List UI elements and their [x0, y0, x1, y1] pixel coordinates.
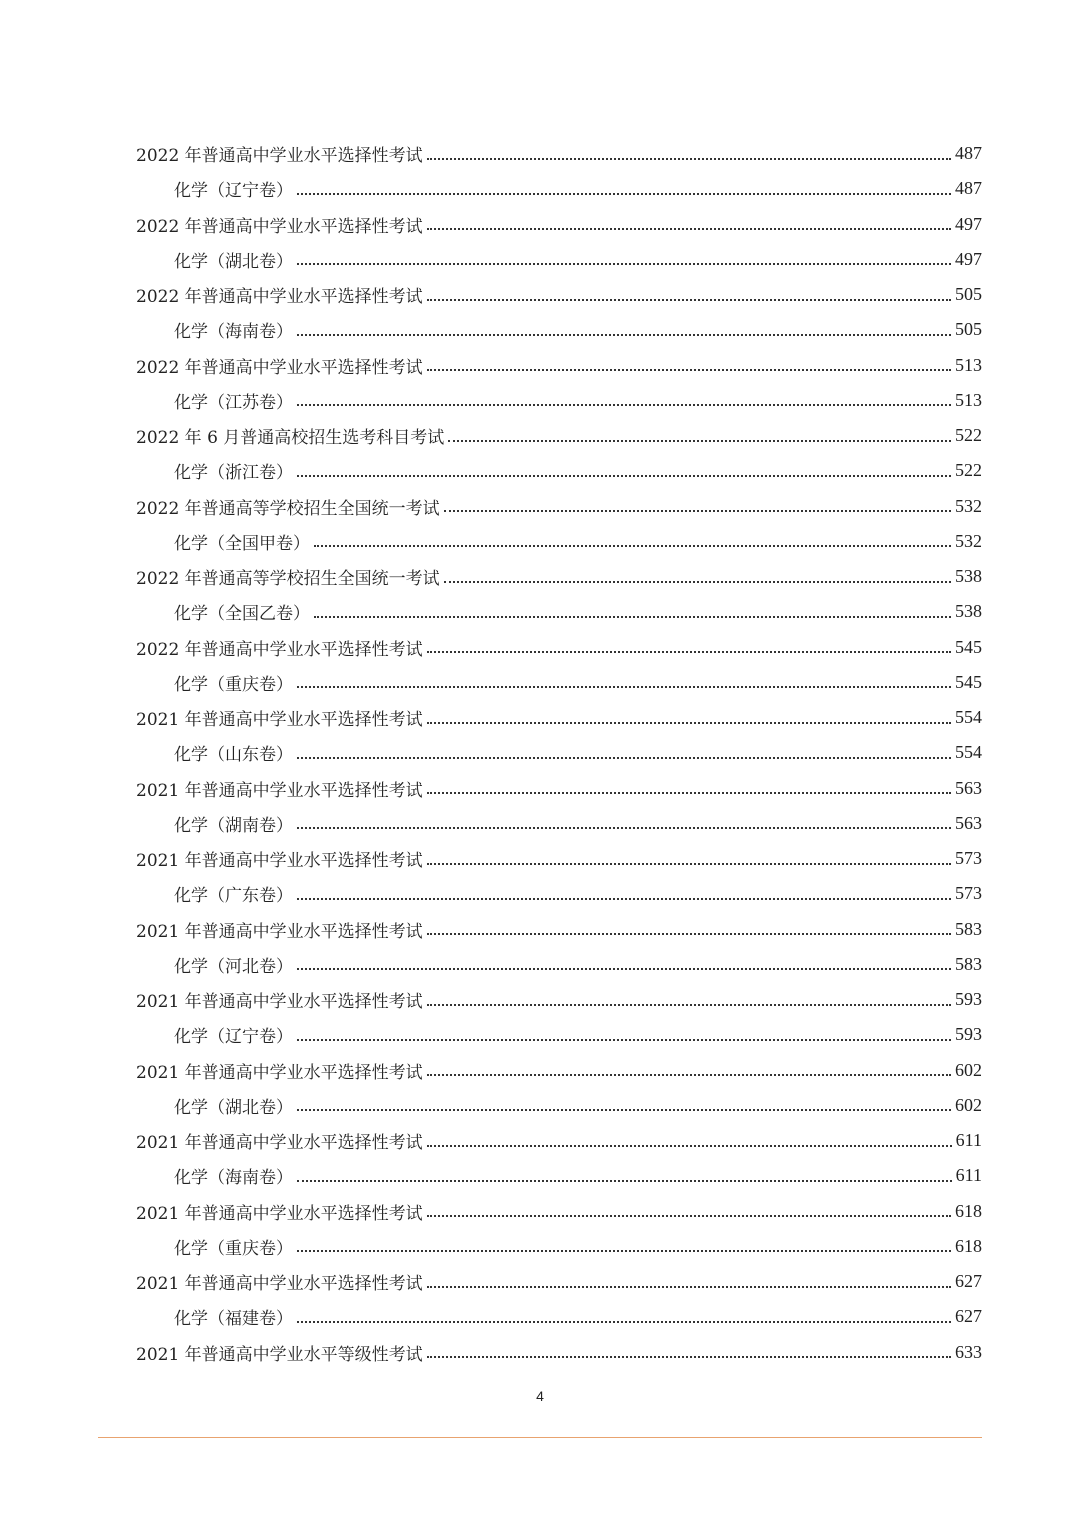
toc-dot-leader: [427, 1215, 951, 1217]
toc-entry-page: 573: [955, 883, 982, 904]
toc-dot-leader: [314, 616, 951, 618]
toc-row: [0, 171, 1080, 206]
toc-dot-leader: [297, 1321, 951, 1323]
toc-entry-title: 化学（全国甲卷）: [174, 533, 310, 554]
toc-entry-page: 545: [955, 636, 982, 657]
toc-row: [0, 1299, 1080, 1334]
toc-dot-leader: [297, 1180, 952, 1182]
toc-entry-title: 化学（河北卷）: [174, 956, 293, 977]
toc-entry[interactable]: [136, 841, 982, 876]
toc-entry-page: 554: [955, 707, 982, 728]
toc-subentry[interactable]: [174, 806, 982, 841]
toc-row: [0, 1053, 1080, 1088]
toc-entry[interactable]: [136, 1053, 982, 1088]
toc-entry[interactable]: [136, 136, 982, 171]
toc-dot-leader: [297, 1250, 951, 1252]
toc-row: [0, 524, 1080, 559]
toc-entry-title: 2021 年普通高中学业水平选择性考试: [136, 921, 423, 942]
toc-dot-leader: [427, 651, 951, 653]
toc-entry-title: 2022 年 6 月普通高校招生选考科目考试: [136, 428, 445, 449]
toc-row: [0, 982, 1080, 1017]
toc-subentry[interactable]: [174, 312, 982, 347]
toc-entry-title: 2022 年普通高中学业水平选择性考试: [136, 639, 423, 660]
toc-entry-title: 化学（重庆卷）: [174, 1238, 293, 1259]
toc-entry-page: 538: [955, 566, 982, 587]
toc-entry-page: 611: [955, 1130, 982, 1151]
toc-entry-title: 化学（全国乙卷）: [174, 604, 310, 625]
toc-row: [0, 242, 1080, 277]
toc-row: [0, 489, 1080, 524]
toc-subentry[interactable]: [174, 1017, 982, 1052]
toc-entry-title: 化学（湖北卷）: [174, 251, 293, 272]
toc-dot-leader: [427, 1356, 951, 1358]
toc-entry-page: 593: [955, 1024, 982, 1045]
toc-entry-page: 487: [955, 143, 982, 164]
toc-dot-leader: [297, 404, 951, 406]
toc-row: [0, 1194, 1080, 1229]
toc-row: [0, 771, 1080, 806]
toc-subentry[interactable]: [174, 1299, 982, 1334]
toc-subentry[interactable]: [174, 876, 982, 911]
toc-entry[interactable]: [136, 912, 982, 947]
toc-dot-leader: [427, 1145, 952, 1147]
toc-row: [0, 841, 1080, 876]
toc-entry[interactable]: [136, 700, 982, 735]
toc-dot-leader: [297, 968, 951, 970]
toc-entry-page: 602: [955, 1094, 982, 1115]
toc-dot-leader: [427, 1074, 951, 1076]
toc-entry-page: 532: [955, 530, 982, 551]
toc-entry-page: 554: [955, 742, 982, 763]
toc-row: [0, 912, 1080, 947]
toc-dot-leader: [427, 158, 951, 160]
toc-row: [0, 136, 1080, 171]
toc-dot-leader: [427, 369, 951, 371]
toc-entry[interactable]: [136, 559, 982, 594]
toc-entry-title: 2022 年普通高等学校招生全国统一考试: [136, 498, 440, 519]
toc-entry-title: 化学（江苏卷）: [174, 392, 293, 413]
toc-entry-page: 513: [955, 354, 982, 375]
toc-entry[interactable]: [136, 1335, 982, 1370]
toc-dot-leader: [448, 440, 951, 442]
toc-row: [0, 876, 1080, 911]
toc-entry-page: 538: [955, 601, 982, 622]
toc-entry-title: 2022 年普通高等学校招生全国统一考试: [136, 569, 440, 590]
toc-entry-page: 563: [955, 777, 982, 798]
toc-row: [0, 418, 1080, 453]
toc-row: [0, 348, 1080, 383]
toc-entry-page: 522: [955, 460, 982, 481]
toc-row: [0, 1229, 1080, 1264]
toc-entry-title: 化学（浙江卷）: [174, 463, 293, 484]
toc-entry[interactable]: [136, 1194, 982, 1229]
toc-entry-title: 2021 年普通高中学业水平选择性考试: [136, 851, 423, 872]
toc-entry-title: 化学（山东卷）: [174, 745, 293, 766]
toc-entry-page: 497: [955, 248, 982, 269]
toc-entry[interactable]: [136, 489, 982, 524]
toc-entry-title: 化学（海南卷）: [174, 1168, 293, 1189]
toc-row: [0, 277, 1080, 312]
toc-entry-page: 545: [955, 671, 982, 692]
toc-row: [0, 453, 1080, 488]
toc-row: [0, 559, 1080, 594]
toc-subentry[interactable]: [174, 665, 982, 700]
toc-entry-page: 505: [955, 284, 982, 305]
toc-entry[interactable]: [136, 1264, 982, 1299]
toc-dot-leader: [444, 581, 951, 583]
toc-entry-page: 505: [955, 319, 982, 340]
toc-entry-page: 611: [955, 1165, 982, 1186]
toc-dot-leader: [427, 299, 951, 301]
toc-row: [0, 1017, 1080, 1052]
toc-row: [0, 1158, 1080, 1193]
toc-entry-title: 化学（湖南卷）: [174, 815, 293, 836]
toc-entry-title: 2021 年普通高中学业水平选择性考试: [136, 1274, 423, 1295]
toc-subentry[interactable]: [174, 383, 982, 418]
toc-entry-title: 2021 年普通高中学业水平选择性考试: [136, 780, 423, 801]
toc-dot-leader: [427, 1286, 951, 1288]
toc-entry-page: 563: [955, 812, 982, 833]
toc-entry-title: 化学（辽宁卷）: [174, 1027, 293, 1048]
toc-entry-page: 583: [955, 953, 982, 974]
toc-entry-page: 602: [955, 1059, 982, 1080]
toc-subentry[interactable]: [174, 1229, 982, 1264]
toc-dot-leader: [444, 510, 951, 512]
toc-dot-leader: [297, 263, 951, 265]
toc-entry-title: 化学（福建卷）: [174, 1309, 293, 1330]
toc-row: [0, 207, 1080, 242]
toc-row: [0, 1088, 1080, 1123]
toc-subentry[interactable]: [174, 1158, 982, 1193]
toc-entry-page: 593: [955, 989, 982, 1010]
toc-entry-title: 化学（湖北卷）: [174, 1097, 293, 1118]
toc-row: [0, 630, 1080, 665]
toc-entry[interactable]: [136, 1123, 982, 1158]
toc-dot-leader: [297, 1039, 951, 1041]
toc-subentry[interactable]: [174, 594, 982, 629]
toc-dot-leader: [297, 827, 951, 829]
toc-dot-leader: [314, 545, 951, 547]
toc-entry-page: 618: [955, 1235, 982, 1256]
toc-dot-leader: [297, 757, 951, 759]
toc-entry[interactable]: [136, 630, 982, 665]
toc-subentry[interactable]: [174, 947, 982, 982]
toc-entry-page: 618: [955, 1200, 982, 1221]
toc-entry-title: 2021 年普通高中学业水平选择性考试: [136, 992, 423, 1013]
toc-entry-title: 2022 年普通高中学业水平选择性考试: [136, 216, 423, 237]
toc-dot-leader: [297, 334, 951, 336]
toc-dot-leader: [427, 722, 951, 724]
toc-entry-page: 497: [955, 213, 982, 234]
footer-rule: [98, 1437, 982, 1438]
toc-row: [0, 947, 1080, 982]
toc-subentry[interactable]: [174, 453, 982, 488]
toc-entry-title: 化学（辽宁卷）: [174, 181, 293, 202]
page-number: 4: [536, 1388, 544, 1404]
toc-row: [0, 1335, 1080, 1370]
toc-entry[interactable]: [136, 207, 982, 242]
table-of-contents: [0, 136, 1080, 1370]
toc-entry-title: 2021 年普通高中学业水平选择性考试: [136, 1203, 423, 1224]
toc-dot-leader: [297, 475, 951, 477]
toc-subentry[interactable]: [174, 1088, 982, 1123]
toc-entry-page: 633: [955, 1341, 982, 1362]
toc-row: [0, 594, 1080, 629]
toc-dot-leader: [297, 898, 951, 900]
toc-entry-page: 513: [955, 389, 982, 410]
toc-row: [0, 1264, 1080, 1299]
toc-entry-title: 2022 年普通高中学业水平选择性考试: [136, 357, 423, 378]
toc-dot-leader: [297, 1109, 951, 1111]
toc-entry[interactable]: [136, 277, 982, 312]
toc-entry-title: 2021 年普通高中学业水平选择性考试: [136, 1062, 423, 1083]
toc-entry-title: 化学（重庆卷）: [174, 674, 293, 695]
toc-entry-title: 2021 年普通高中学业水平选择性考试: [136, 1133, 423, 1154]
toc-entry-page: 627: [955, 1306, 982, 1327]
toc-dot-leader: [427, 863, 951, 865]
toc-subentry[interactable]: [174, 171, 982, 206]
toc-entry-title: 2021 年普通高中学业水平选择性考试: [136, 710, 423, 731]
toc-entry-page: 573: [955, 848, 982, 869]
toc-row: [0, 665, 1080, 700]
toc-row: [0, 700, 1080, 735]
toc-entry-page: 627: [955, 1271, 982, 1292]
toc-entry-title: 2021 年普通高中学业水平等级性考试: [136, 1344, 423, 1365]
toc-dot-leader: [427, 792, 951, 794]
toc-dot-leader: [427, 228, 951, 230]
toc-subentry[interactable]: [174, 735, 982, 770]
toc-entry-title: 2022 年普通高中学业水平选择性考试: [136, 146, 423, 167]
toc-entry-title: 化学（海南卷）: [174, 322, 293, 343]
toc-row: [0, 312, 1080, 347]
toc-entry[interactable]: [136, 348, 982, 383]
toc-subentry[interactable]: [174, 242, 982, 277]
toc-entry-page: 532: [955, 495, 982, 516]
toc-row: [0, 806, 1080, 841]
toc-entry-page: 487: [955, 178, 982, 199]
toc-dot-leader: [427, 933, 951, 935]
toc-dot-leader: [427, 1004, 951, 1006]
toc-subentry[interactable]: [174, 524, 982, 559]
toc-entry-title: 2022 年普通高中学业水平选择性考试: [136, 287, 423, 308]
toc-dot-leader: [297, 686, 951, 688]
toc-entry[interactable]: [136, 771, 982, 806]
toc-entry[interactable]: [136, 418, 982, 453]
toc-entry-title: 化学（广东卷）: [174, 886, 293, 907]
toc-entry-page: 522: [955, 425, 982, 446]
toc-entry-page: 583: [955, 918, 982, 939]
toc-row: [0, 1123, 1080, 1158]
toc-dot-leader: [297, 193, 951, 195]
toc-row: [0, 383, 1080, 418]
toc-row: [0, 735, 1080, 770]
toc-entry[interactable]: [136, 982, 982, 1017]
